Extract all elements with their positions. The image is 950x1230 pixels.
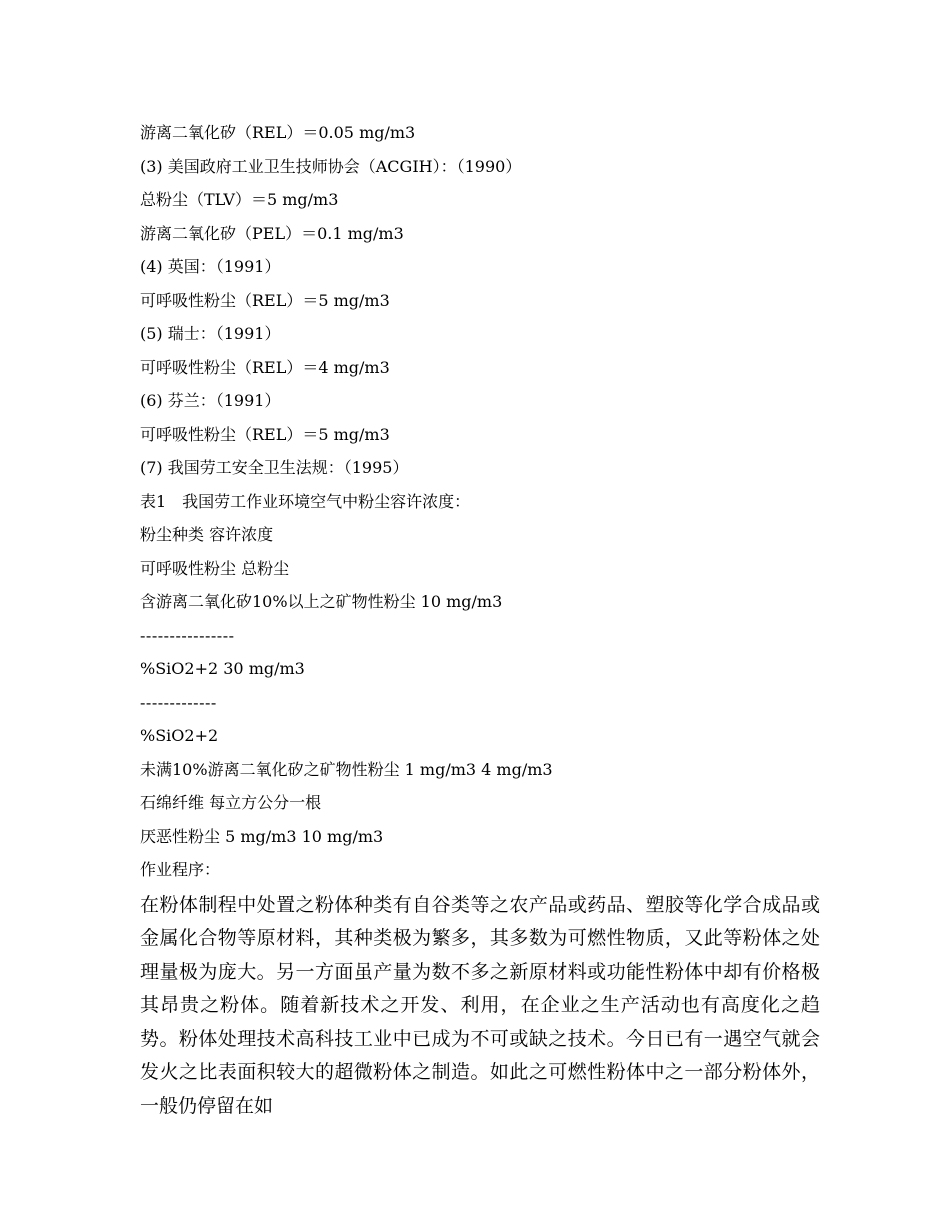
body-paragraph: 在粉体制程中处置之粉体种类有自谷类等之农产品或药品、塑胶等化学合成品或金属化合物等原材料，其种类极为繁多，其多数为可燃性物质，又此等粉体之处理量极为庞大。另一方面虽产量为数不多之新原材料或功能性粉体中却有价格极其昂贵之粉体。随着新技术之开发、利用，在企业之生产活动也有高度化之趋势。粉体处理技术高科技工业中已成为不可或缺之技术。今日已有一遇空气就会发火之比表面积较大的超微粉体之制造。如此之可燃性粉体中之一部分粉体外，一般仍停留在如 — [140, 893, 820, 1117]
document-body — [140, 116, 820, 1123]
text-line: 总粉尘（TLV）＝5 mg/m3 — [140, 190, 339, 209]
text-line: (7) 我国劳工安全卫生法规：（1995） — [140, 458, 409, 477]
table-subheader: 可呼吸性粉尘 总粉尘 — [140, 558, 290, 578]
text-line: (6) 芬兰：（1991） — [140, 391, 281, 410]
table-row: %SiO2+2 — [140, 726, 219, 745]
text-line: 游离二氧化矽（PEL）＝0.1 mg/m3 — [140, 223, 404, 243]
table-caption: 表1 我国劳工作业环境空气中粉尘容许浓度： — [140, 491, 471, 511]
text-line: (3) 美国政府工业卫生技师协会（ACGIH）：（1990） — [140, 156, 522, 176]
text-line: 可呼吸性粉尘（REL）＝4 mg/m3 — [140, 357, 390, 377]
text-line: 游离二氧化矽（REL）＝0.05 mg/m3 — [140, 123, 416, 142]
table-header: 粉尘种类 容许浓度 — [140, 525, 274, 544]
table-row: 石绵纤维 每立方公分一根 — [140, 793, 322, 812]
section-heading: 作业程序： — [140, 860, 221, 879]
text-line: (5) 瑞士：（1991） — [140, 324, 281, 343]
table-row: 未满10%游离二氧化矽之矿物性粉尘 1 mg/m3 4 mg/m3 — [140, 759, 553, 779]
text-line: (4) 英国：（1991） — [140, 257, 281, 276]
table-row: %SiO2+2 30 mg/m3 — [140, 659, 305, 678]
fraction-rule: ---------------- — [140, 625, 235, 645]
fraction-rule: ------------- — [140, 692, 217, 712]
text-line: 可呼吸性粉尘（REL）＝5 mg/m3 — [140, 424, 390, 444]
table-row: 厌恶性粉尘 5 mg/m3 10 mg/m3 — [140, 826, 384, 846]
text-line: 可呼吸性粉尘（REL）＝5 mg/m3 — [140, 290, 390, 310]
table-row: 含游离二氧化矽10%以上之矿物性粉尘 10 mg/m3 — [140, 592, 503, 611]
